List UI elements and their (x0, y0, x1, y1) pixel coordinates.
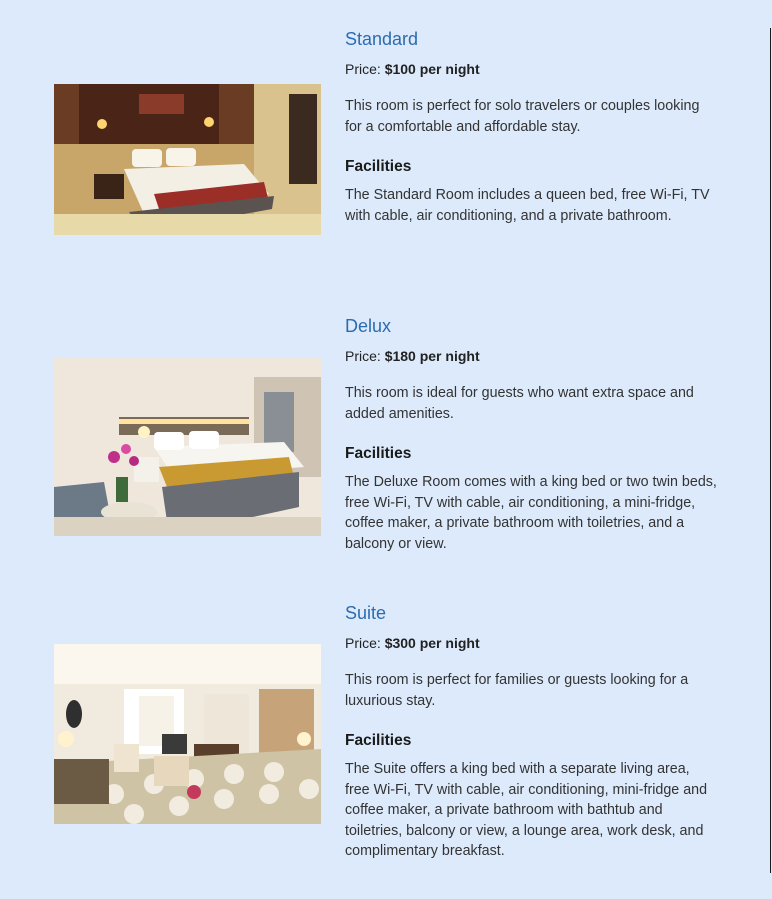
room-price (345, 634, 717, 652)
facilities-text: The Deluxe Room comes with a king bed or two twin beds, free Wi-Fi, TV with cable, air conditioning, a mini-fridge, coffee maker, a private bathroom with toiletries, and a balcony or view. (345, 474, 717, 552)
room-info-delux (345, 315, 717, 554)
price-value: $180 per night (384, 348, 480, 364)
price-value: $300 per night (384, 635, 480, 651)
room-title: Suite (345, 603, 387, 623)
room-image-delux (54, 357, 321, 536)
facilities-text: The Standard Room includes a queen bed, free Wi-Fi, TV with cable, air conditioning, and a private bathroom. (345, 187, 710, 224)
facilities-text: The Suite offers a king bed with a separate living area, free Wi-Fi, TV with cable, air conditioning, mini-fridge and coffee maker, a private bathroom with bathtub and toiletries, balcony or view, a lounge area, work desk, and complimentary breakfast. (345, 761, 708, 859)
room-info-standard (345, 28, 717, 226)
room-photo-icon (54, 357, 321, 536)
room-description: This room is ideal for guests who want extra space and added amenities. (345, 385, 694, 422)
room-title: Standard (345, 29, 419, 49)
room-price (345, 347, 717, 365)
price-label: Price: (345, 635, 385, 651)
price-label: Price: (345, 61, 385, 77)
room-photo-icon (54, 644, 321, 824)
room-description: This room is perfect for solo travelers or couples looking for a comfortable and affordable stay. (345, 98, 700, 135)
room-price (345, 60, 717, 78)
room-image-suite (54, 644, 321, 824)
facilities-heading: Facilities (345, 445, 412, 462)
room-description: This room is perfect for families or guests looking for a luxurious stay. (345, 672, 689, 709)
room-photo-icon (54, 84, 321, 235)
facilities-heading: Facilities (345, 158, 412, 175)
room-title: Delux (345, 316, 392, 336)
room-image-standard (54, 84, 321, 235)
room-info-suite (345, 602, 717, 862)
price-value: $100 per night (384, 61, 480, 77)
price-label: Price: (345, 348, 385, 364)
scroll-edge-divider (770, 28, 771, 873)
facilities-heading: Facilities (345, 732, 412, 749)
